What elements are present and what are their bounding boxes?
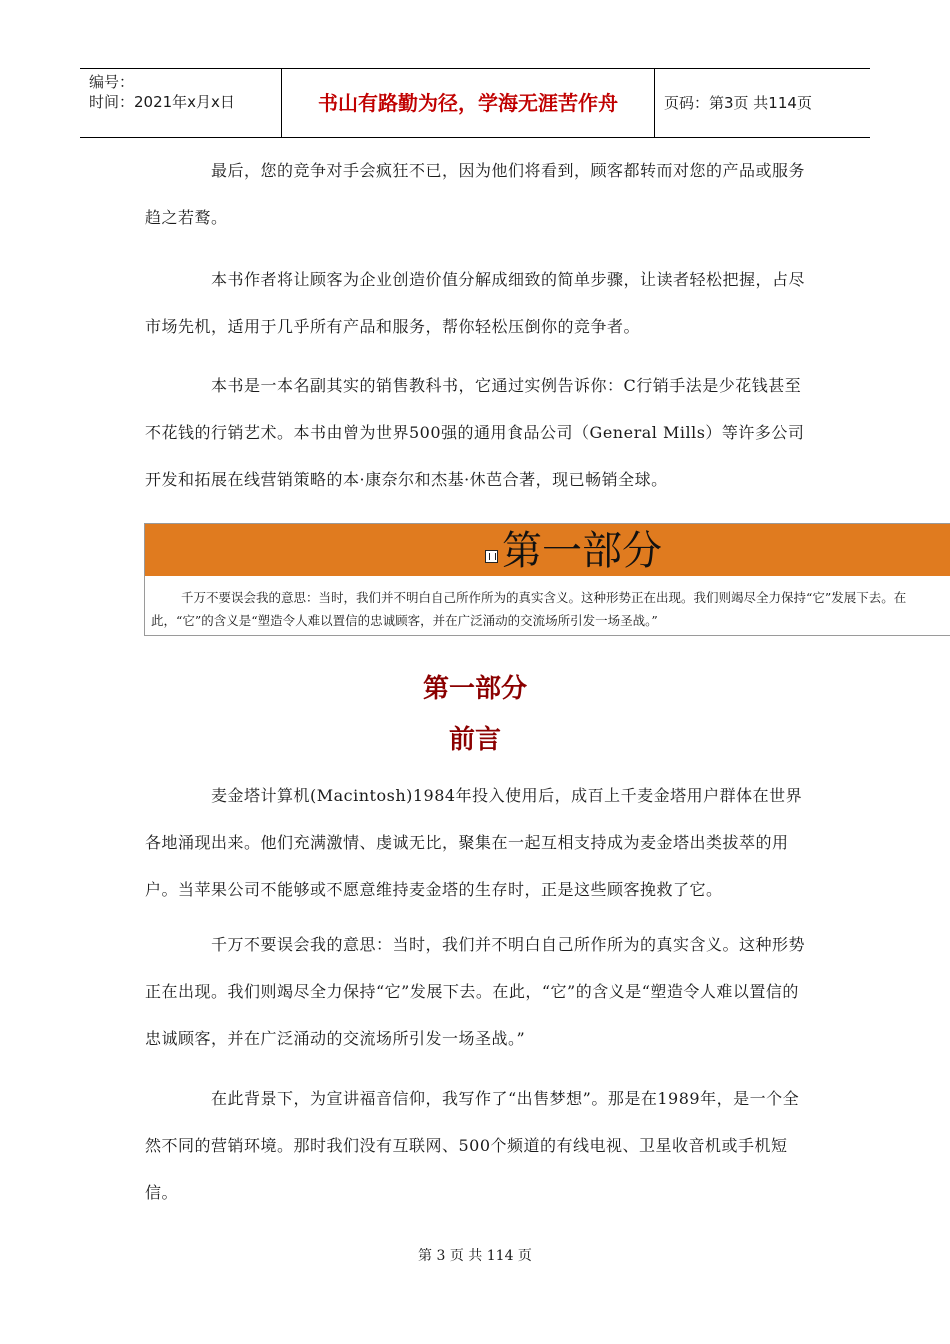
header-motto: 书山有路勤为径，学海无涯苦作舟 (281, 69, 655, 137)
page-footer: 第 3 页 共 114 页 (418, 1248, 532, 1264)
intro-paragraph-3: 本书是一本名副其实的销售教科书，它通过实例告诉你：C行销手法是少花钱甚至不花钱的行销艺术。本书由曾为世界500强的通用食品公司（General Mills）等许多公司开发和拓展在线营销策略的本·康奈尔和杰基·休芭合著，现已畅销全球。 (145, 376, 805, 489)
body-paragraph-2: 千万不要误会我的意思：当时，我们并不明白自己所作所为的真实含义。这种形势正在出现。我们则竭尽全力保持“它”发展下去。在此，“它”的含义是“塑造令人难以置信的忠诚顾客，并在广泛涌动的交流场所引发一场圣战。” (145, 935, 806, 1048)
body-paragraph-3: 在此背景下，为宣讲福音信仰，我写作了“出售梦想”。那是在1989年，是一个全然不同的营销环境。那时我们没有互联网、500个频道的有线电视、卫星收音机或手机短信。 (145, 1089, 800, 1202)
part-heading: 第一部分 (422, 674, 527, 704)
banner-title: 第一部分 (502, 528, 662, 574)
header-page-info: 页码：第3页 共114页 (664, 94, 812, 112)
bookmark-icon (485, 550, 498, 563)
intro-paragraph-2: 本书作者将让顾客为企业创造价值分解成细致的简单步骤，让读者轻松把握，占尽市场先机，适用于几乎所有产品和服务，帮你轻松压倒你的竞争者。 (145, 270, 806, 336)
date-label: 时间：2021年x月x日 (89, 93, 235, 111)
header-meta (80, 69, 281, 140)
body-paragraph-1: 麦金塔计算机(Macintosh)1984年投入使用后，成百上千麦金塔用户群体在世界各地涌现出来。他们充满激情、虔诚无比，聚集在一起互相支持成为麦金塔出类拔萃的用户。当苹果公司不能够或不愿意维持麦金塔的生存时，正是这些顾客挽救了它。 (145, 786, 803, 899)
preface-heading: 前言 (448, 725, 501, 755)
part-banner (144, 523, 950, 636)
banner-text: 千万不要误会我的意思：当时，我们并不明白自己所作所为的真实含义。这种形势正在出现。我们则竭尽全力保持“它”发展下去。在此，“它”的含义是“塑造令人难以置信的忠诚顾客，并在广泛涌动的交流场所引发一场圣战。” (151, 590, 907, 628)
intro-paragraph-1: 最后，您的竞争对手会疯狂不已，因为他们将看到，顾客都转而对您的产品或服务趋之若鹜。 (145, 161, 806, 227)
number-label: 编号： (89, 73, 135, 91)
page-header (80, 68, 870, 138)
